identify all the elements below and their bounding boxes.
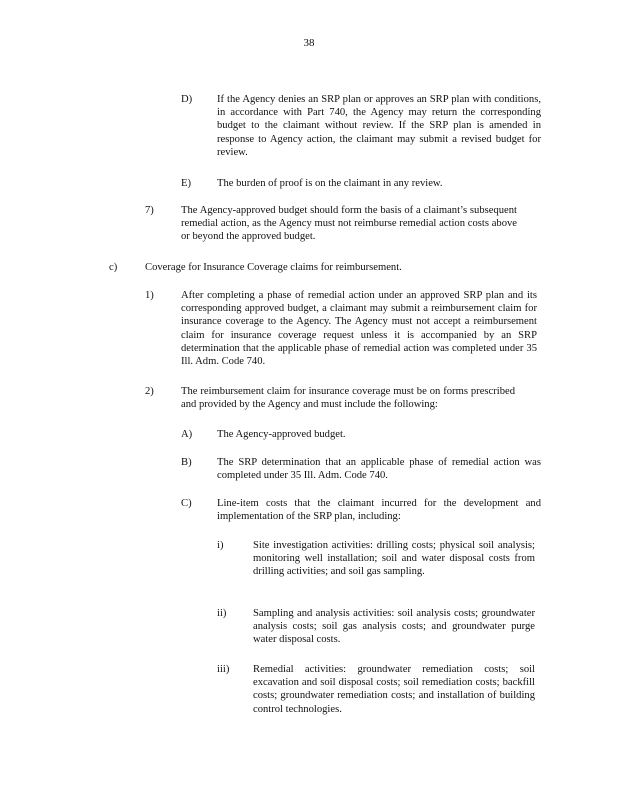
- paragraph-e-label: E): [181, 178, 191, 189]
- paragraph-c2a-label: A): [181, 429, 193, 440]
- subsection-c-label: c): [109, 262, 118, 273]
- paragraph-c2c-text: Line-item costs that the claimant incurred for the development and implementation of the SRP plan, including:: [217, 498, 541, 523]
- paragraph-c2c-label: C): [181, 498, 192, 509]
- paragraph-cii-text: Sampling and analysis activities: soil analysis costs; groundwater analysis costs; soil gas analysis costs; and groundwater purge water disposal costs.: [253, 608, 535, 646]
- paragraph-d-label: D): [181, 94, 193, 105]
- paragraph-d-text: If the Agency denies an SRP plan or approves an SRP plan with conditions, in accordance with Part 740, the Agency may return the corresponding budget to the claimant without review. If the SRP plan is amended in response to Agency action, the claimant may submit a revised budget for review.: [217, 94, 541, 158]
- paragraph-c2-label: 2): [145, 386, 154, 397]
- paragraph-c1-label: 1): [145, 290, 154, 301]
- paragraph-c2b-text: The SRP determination that an applicable phase of remedial action was completed under 35 Ill. Adm. Code 740.: [217, 457, 541, 482]
- paragraph-7-text: The Agency-approved budget should form the basis of a claimant’s subsequent remedial action, as the Agency must not reimburse remedial action costs above or beyond the approved budget.: [181, 205, 517, 243]
- paragraph-e-text: The burden of proof is on the claimant in any review.: [217, 178, 443, 189]
- paragraph-cii-label: ii): [217, 608, 227, 619]
- page-number: 38: [303, 37, 315, 49]
- paragraph-c1-text: After completing a phase of remedial action under an approved SRP plan and its corresponding approved budget, a claimant may submit a reimbursement claim for insurance coverage to the Agency. The Agency must not accept a reimbursement claim for insurance coverage request unless it is accompanied by an SRP determination that the applicable phase of remedial action was completed under 35 Ill. Adm. Code 740.: [181, 290, 537, 368]
- paragraph-c2a-text: The Agency-approved budget.: [217, 429, 346, 440]
- paragraph-ci-label: i): [217, 540, 224, 551]
- subsection-c-heading: Coverage for Insurance Coverage claims for reimbursement.: [145, 262, 402, 273]
- paragraph-ciii-label: iii): [217, 664, 230, 675]
- paragraph-7-label: 7): [145, 205, 154, 216]
- paragraph-ci-text: Site investigation activities: drilling costs; physical soil analysis; monitoring well installation; soil and water disposal costs from drilling activities; and soil gas sampling.: [253, 540, 535, 578]
- paragraph-c2-text: The reimbursement claim for insurance coverage must be on forms prescribed and provided by the Agency and must include the following:: [181, 386, 515, 411]
- paragraph-c2b-label: B): [181, 457, 192, 468]
- paragraph-ciii-text: Remedial activities: groundwater remediation costs; soil excavation and soil disposal costs; soil remediation costs; backfill costs; groundwater remediation costs; and installation of building control technologies.: [253, 664, 535, 715]
